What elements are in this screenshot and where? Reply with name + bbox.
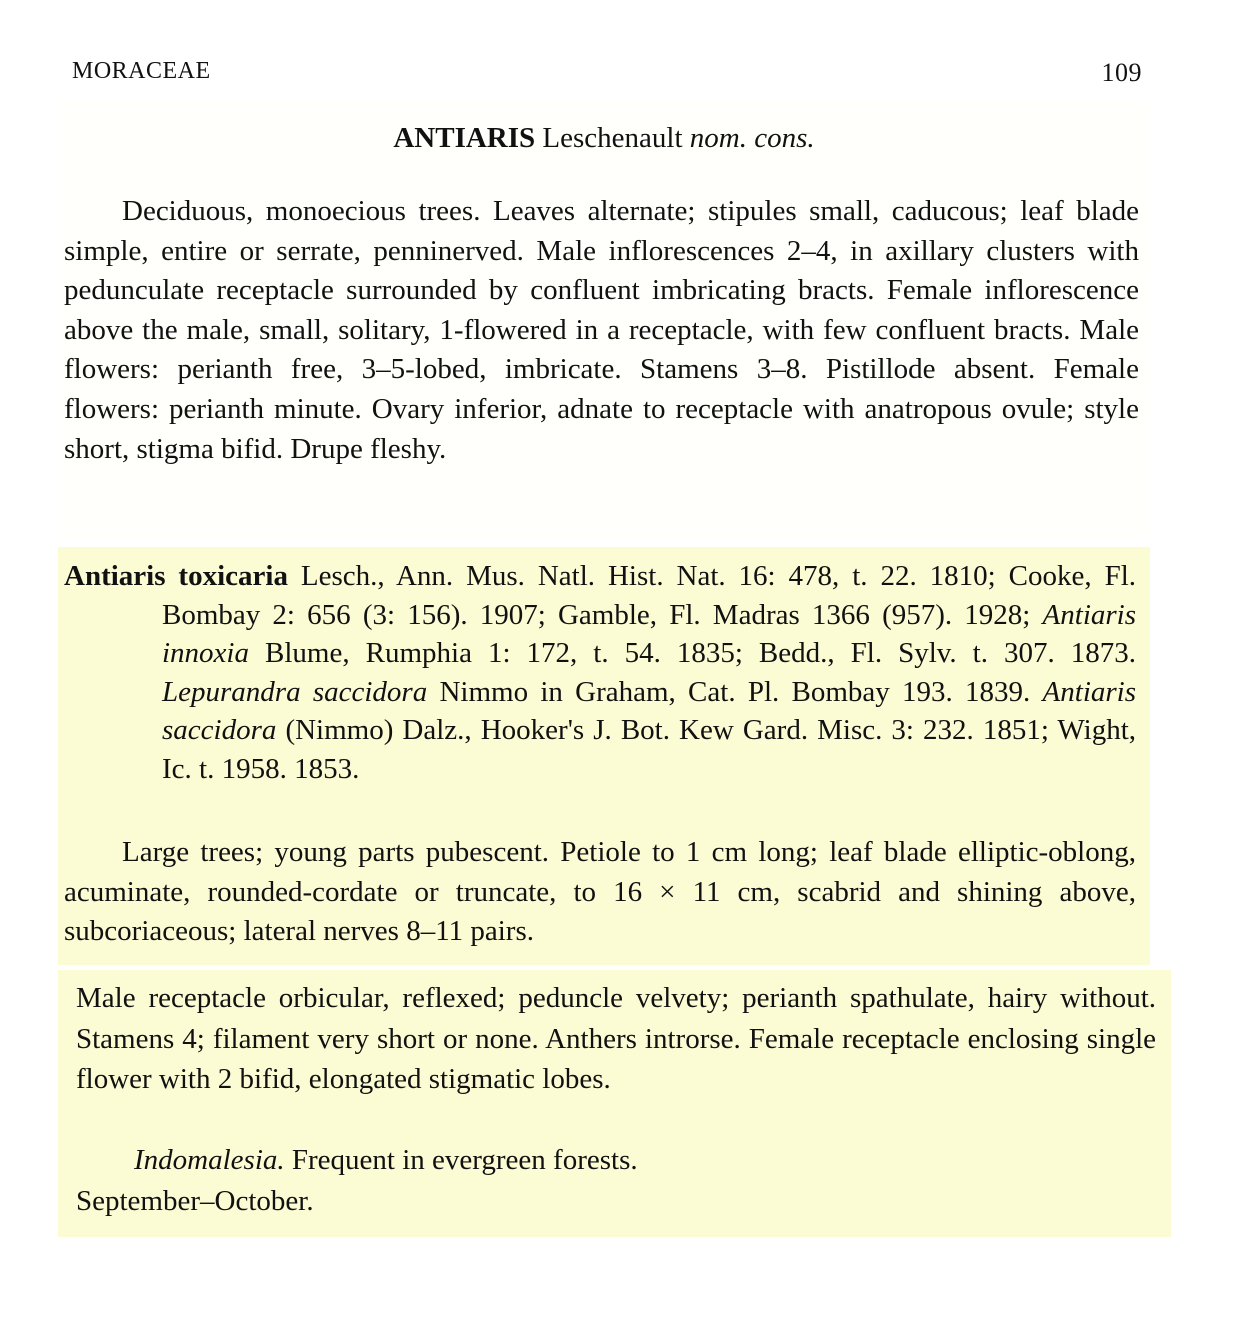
citation-part-4: (Nimmo) Dalz., Hooker's J. Bot. Kew Gard. Misc. 3: 232. 1851; Wight, Ic. t. 1958. 1853. [162, 714, 1137, 785]
genus-description: Deciduous, monoecious trees. Leaves alternate; stipules small, caducous; leaf blade simple, entire or serrate, penninerved. Male inflorescences 2–4, in axillary clusters with pedunculate receptacle surrounded by confluent imbricating bracts. Female inflorescence above the male, small, solitary, 1-flowered in a receptacle, with few confluent bracts. Male flowers: perianth free, 3–5-lobed, imbricate. Stamens 3–8. Pistillode absent. Female flowers: perianth minute. Ovary inferior, adnate to receptacle with anatropous ovule; style short, stigma bifid. Drupe fleshy. [64, 195, 1139, 465]
citation-part-1: Lesch., Ann. Mus. Natl. Hist. Nat. 16: 478, t. 22. 1810; Cooke, Fl. Bombay 2: 656 (3: 156). 1907; Gamble, Fl. Madras 1366 (957). 1928; [162, 560, 1136, 631]
citation-part-3: Nimmo in Graham, Cat. Pl. Bombay 193. 1839. [439, 675, 1031, 708]
genus-block [58, 100, 1150, 540]
citation-part-2: Blume, Rumphia 1: 172, t. 54. 1835; Bedd., Fl. Sylv. t. 307. 1873. [265, 637, 1136, 669]
distribution [76, 1140, 1156, 1221]
phenology: September–October. [76, 1184, 314, 1217]
habitat: Frequent in evergreen forests. [291, 1144, 638, 1176]
running-head-family: MORACEAE [72, 58, 211, 84]
synonym-2: Lepurandra saccidora [162, 675, 428, 708]
species-description-continued-block [58, 970, 1171, 1237]
species-block [58, 547, 1150, 965]
page-number: 109 [1101, 58, 1142, 87]
species-citation [64, 557, 1136, 788]
species-description-continued: Male receptacle orbicular, reflexed; peduncle velvety; perianth spathulate, hairy without. Stamens 4; filament very short or none. Anthers introrse. Female receptacle enclosing single flower with 2 bifid, elongated stigmatic lobes. [76, 982, 1156, 1095]
genus-author: Leschenault [542, 122, 683, 154]
species-description: Large trees; young parts pubescent. Petiole to 1 cm long; leaf blade elliptic-oblong, acuminate, rounded-cordate or truncate, to 16 × 11 cm, scabrid and shining above, subcoriaceous; lateral nerves 8–11 pairs. [64, 836, 1136, 948]
synonym-3: Antiaris saccidora [162, 675, 1137, 746]
species-name: Antiaris toxicaria [64, 560, 288, 592]
region: Indomalesia. [134, 1144, 285, 1176]
genus-name: ANTIARIS [393, 122, 536, 154]
synonym-1: Antiaris innoxia [162, 598, 1137, 669]
genus-status: nom. cons. [689, 122, 815, 154]
genus-heading [58, 122, 1150, 155]
